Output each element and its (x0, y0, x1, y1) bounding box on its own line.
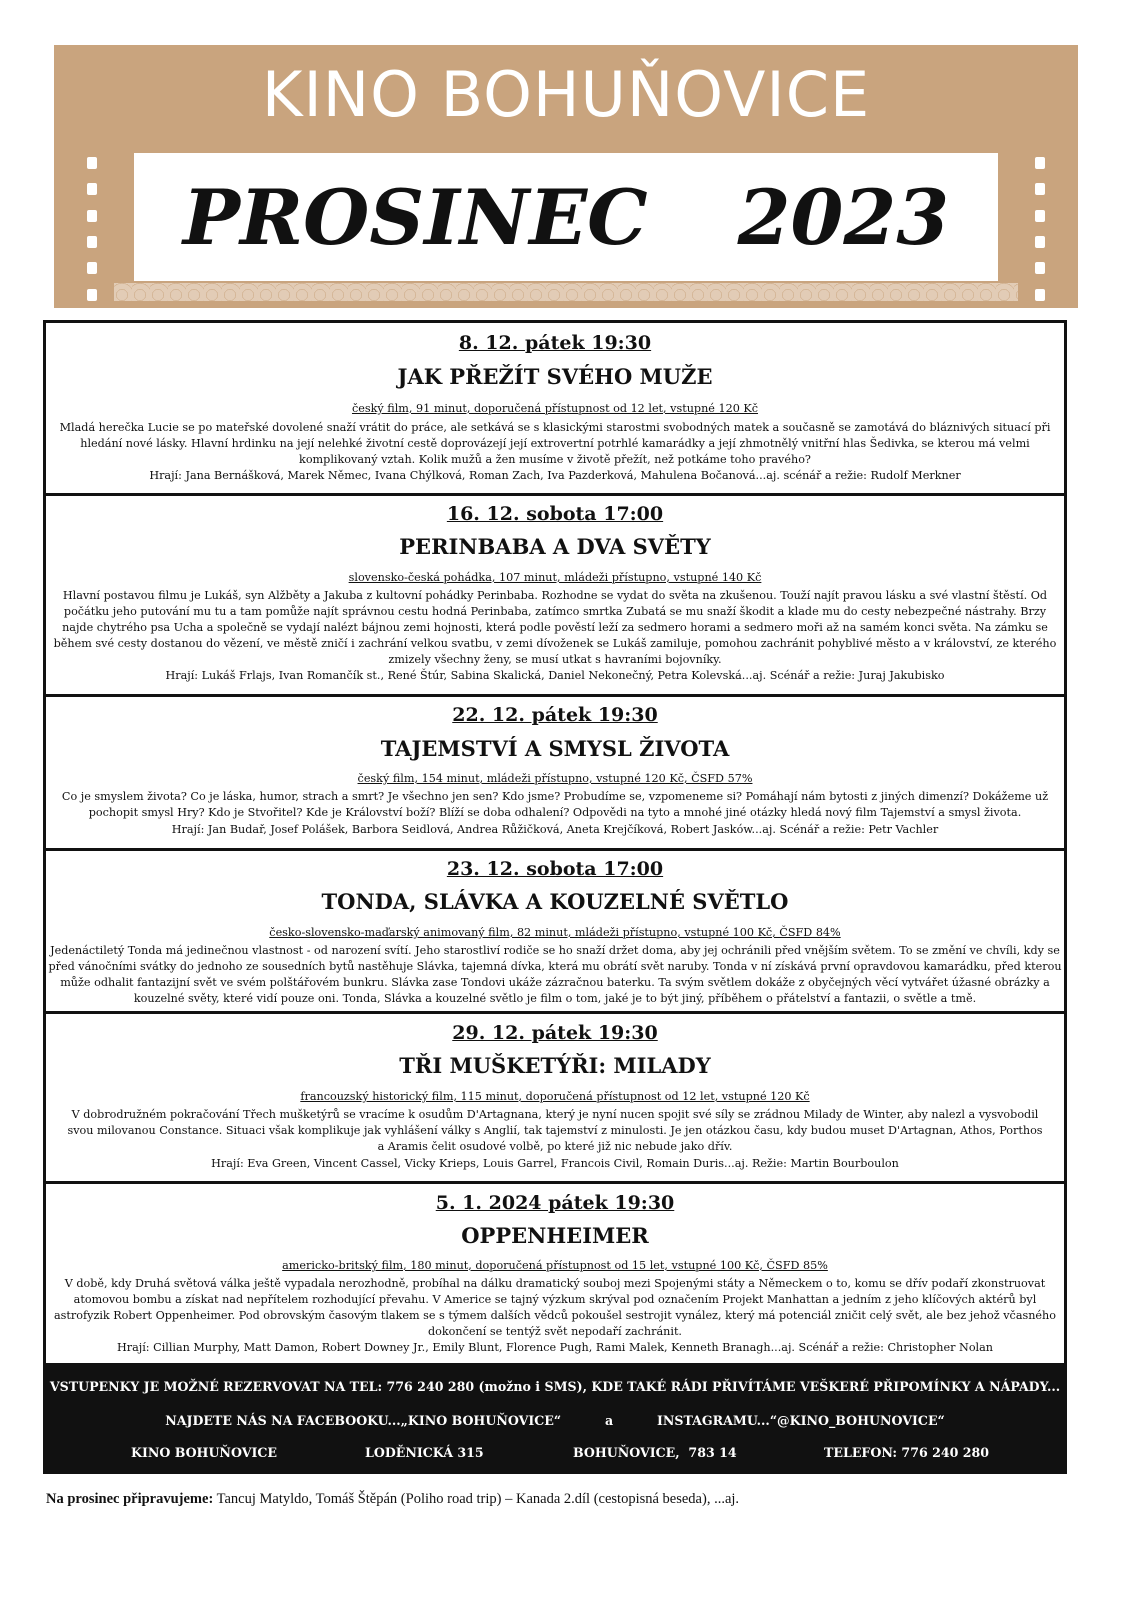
upcoming-label: Na prosinec připravujeme: (46, 1491, 214, 1507)
reservation-info-box (43, 1363, 1067, 1474)
event-card (46, 323, 1064, 496)
event-cast: Hrají: Cillian Murphy, Matt Damon, Robert Downey Jr., Emily Blunt, Florence Pugh, Rami Malek, Kenneth Branagh...aj. Scénář a režie: Christopher Nolan (116, 1341, 994, 1354)
program-list (43, 320, 1067, 1474)
event-title: JAK PŘEŽÍT SVÉHO MUŽE (397, 364, 713, 389)
event-title: OPPENHEIMER (461, 1223, 649, 1248)
event-date: 22. 12. pátek 19:30 (452, 704, 658, 726)
address-street: LODĚNICKÁ 315 (365, 1445, 484, 1460)
event-info: americko-britský film, 180 minut, doporučená přístupnost od 15 let, vstupné 100 Kč, ČSFD 85% (282, 1259, 828, 1272)
event-title: TONDA, SLÁVKA A KOUZELNÉ SVĚTLO (321, 889, 789, 914)
event-cast: Hrají: Jana Bernášková, Marek Němec, Ivana Chýlková, Roman Zach, Iva Pazderková, Mahulena Bočanová...aj. scénář a režie: Rudolf Merkner (149, 469, 961, 482)
event-date: 16. 12. sobota 17:00 (446, 503, 664, 525)
upcoming-note (46, 1491, 739, 1508)
address-city: BOHUŇOVICE, 783 14 (573, 1445, 737, 1460)
film-strip-left (66, 150, 118, 308)
event-date: 5. 1. 2024 pátek 19:30 (435, 1192, 675, 1214)
event-info: česko-slovensko-maďarský animovaný film, 82 minut, mládeži přístupno, vstupné 100 Kč, ČSFD 84% (269, 926, 841, 939)
event-description: V dobrodružném pokračování Třech mušketýrů se vracíme k osudům D'Artagnana, který je nyní nucen spojit své síly se zrádnou Milady de Winter, aby nalezl a vysvobodil svou milovanou Constance. Situaci však komplikuje jak vyhlášení války s Anglií, tak tajemství z minulosti. Je jen otázkou času, kdy budou muset D'Artagnan, Athos, Porthos a Aramis čelit osudové volbě, po které již nic nebude jako dřív. (67, 1108, 1043, 1153)
address-phone: TELEFON: 776 240 280 (824, 1445, 990, 1460)
reservation-line: VSTUPENKY JE MOŽNÉ REZERVOVAT NA TEL: 776 240 280 (možno i SMS), KDE TAKÉ RÁDI PŘIVÍTÁME VEŠKERÉ PŘIPOMÍNKY A NÁPADY... (49, 1379, 1061, 1394)
event-cast: Hrají: Eva Green, Vincent Cassel, Vicky Krieps, Louis Garrel, Francois Civil, Romain Duris...aj. Režie: Martin Bourboulon (211, 1157, 899, 1170)
event-title: TAJEMSTVÍ A SMYSL ŽIVOTA (380, 736, 730, 761)
film-strip-right (1014, 150, 1066, 308)
event-info: český film, 154 minut, mládeži přístupno, vstupné 120 Kč, ČSFD 57% (357, 772, 753, 785)
event-info: slovensko-česká pohádka, 107 minut, mládeži přístupno, vstupné 140 Kč (348, 571, 762, 584)
event-date: 8. 12. pátek 19:30 (458, 332, 652, 354)
event-description: V době, kdy Druhá světová válka ještě vypadala nerozhodně, probíhal na dálku dramatický souboj mezi Spojenými státy a Německem o to, komu se dřív podaří zkonstruovat atomovou bombu a získat nad nepřítelem rozhodující převahu. V Americe se tajný výzkum skrýval pod označením Projekt Manhattan a jedním z jeho klíčových aktérů byl astrofyzik Robert Oppenheimer. Pod obrovským časovým tlakem se s týmem dalších vědců pokoušel sestrojit vynález, který má potenciál zničit celý svět, ale bez jehož včasného dokončení se tentýž svět nepodaří zachránit. (54, 1277, 1056, 1338)
event-cast: Hrají: Lukáš Frlajs, Ivan Romančík st., René Štúr, Sabina Skalická, Daniel Nekonečný, Petra Kolevská...aj. Scénář a režie: Juraj Jakubisko (165, 669, 945, 682)
audience-seats-decoration (114, 283, 1018, 301)
event-cast: Hrají: Jan Budař, Josef Polášek, Barbora Seidlová, Andrea Růžičková, Aneta Krejčíková, Robert Jasków...aj. Scénář a režie: Petr Vachler (171, 823, 939, 836)
event-description: Hlavní postavou filmu je Lukáš, syn Alžběty a Jakuba z kultovní pohádky Perinbaba. Rozhodne se vydat do světa na zkušenou. Touží najít pravou lásku a své vlastní štěstí. Od počátku jeho putování mu tu a tam pomůže najít správnou cestu hodná Perinbaba, zatímco smrtka Zubatá se mu snaží škodit a klade mu do cesty nebezpečné nástrahy. Brzy najde chytrého psa Ucha a společně se vydají nalézt bájnou zemi hojnosti, která podle pověstí leží za sedmero horami a sedmero moři až na samém konci světa. Na zámku se během své cesty dostanou do vězení, ve městě zničí i zachrání velkou svatbu, v zemi dívoženek se Lukáš zamiluje, pomohou zachránit pohyblivé město a v království, ze kterého zmizely všechny ženy, se musí utkat s havraními bojovníky. (53, 589, 1057, 666)
event-title: PERINBABA A DVA SVĚTY (399, 534, 711, 559)
event-card (46, 1014, 1064, 1184)
cinema-name: KINO BOHUŇOVICE (261, 58, 871, 131)
event-card (46, 496, 1064, 697)
event-card (46, 851, 1064, 1014)
month-panel (134, 153, 998, 281)
header-banner (54, 45, 1078, 308)
year-label: 2023 (737, 172, 950, 262)
event-description: Co je smyslem života? Co je láska, humor, strach a smrt? Je všechno jen sen? Kdo jsme? Probudíme se, vzpomeneme si? Pomáhají nám bytosti z jiných dimenzí? Dokážeme už pochopit smysl Hry? Kdo je Stvořitel? Kde je Království boží? Blíží se doba odhalení? Odpovědi na tyto a mnohé jiné otázky hledá nový film Tajemství a smysl života. (61, 790, 1049, 819)
social-media-line: NAJDETE NÁS NA FACEBOOKU...„KINO BOHUŇOVICE“ a INSTAGRAMU...“@KINO_BOHUNOVICE“ (165, 1413, 945, 1428)
event-title: TŘI MUŠKETÝŘI: MILADY (399, 1053, 711, 1078)
month-label: PROSINEC (182, 172, 648, 262)
event-info: francouzský historický film, 115 minut, doporučená přístupnost od 12 let, vstupné 120 Kč (300, 1090, 810, 1103)
event-card (46, 1184, 1064, 1369)
event-description: Mladá herečka Lucie se po mateřské dovolené snaží vrátit do práce, ale setkává se s klasickými starostmi svobodných matek a současně se zamotává do bláznivých situací při hledání nové lásky. Hlavní hrdinku na její nelehké životní cestě doprovázejí její extrovertní potrhlé kamarádky a její zhmotnělý vnitřní hlas Šedivka, se kterou má velmi komplikovaný vztah. Kolik mužů a žen musíme v životě přežít, než potkáme toho pravého? (59, 421, 1051, 466)
event-date: 23. 12. sobota 17:00 (446, 858, 664, 880)
event-description: Jedenáctiletý Tonda má jedinečnou vlastnost - od narození svítí. Jeho starostliví rodiče se ho snaží držet doma, aby jej ochránili před vnějším světem. To se změní ve chvíli, kdy se před vánočními svátky do jednoho ze sousedních bytů nastěhuje Slávka, tajemná dívka, která mu obrátí svět naruby. Tonda v ní získává první opravdovou kamarádku, před kterou může odhalit fantazijní svět ve svém polštářovém bunkru. Slávka zase Tondovi ukáže zázračnou baterku. Ta svým světlem dokáže z obyčejných věcí vytvářet úžasné obrázky a kouzelné světy, které vidí pouze oni. Tonda, Slávka a kouzelné světlo je film o tom, jaké je to být jiný, příběhem o přátelství a fantazii, o světle a tmě. (48, 944, 1062, 1005)
upcoming-text: Tancuj Matyldo, Tomáš Štěpán (Poliho road trip) – Kanada 2.díl (cestopisná beseda), ...aj. (213, 1491, 740, 1507)
address-cinema: KINO BOHUŇOVICE (131, 1445, 277, 1460)
event-info: český film, 91 minut, doporučená přístupnost od 12 let, vstupné 120 Kč (351, 402, 759, 415)
event-card (46, 697, 1064, 851)
event-date: 29. 12. pátek 19:30 (452, 1022, 658, 1044)
